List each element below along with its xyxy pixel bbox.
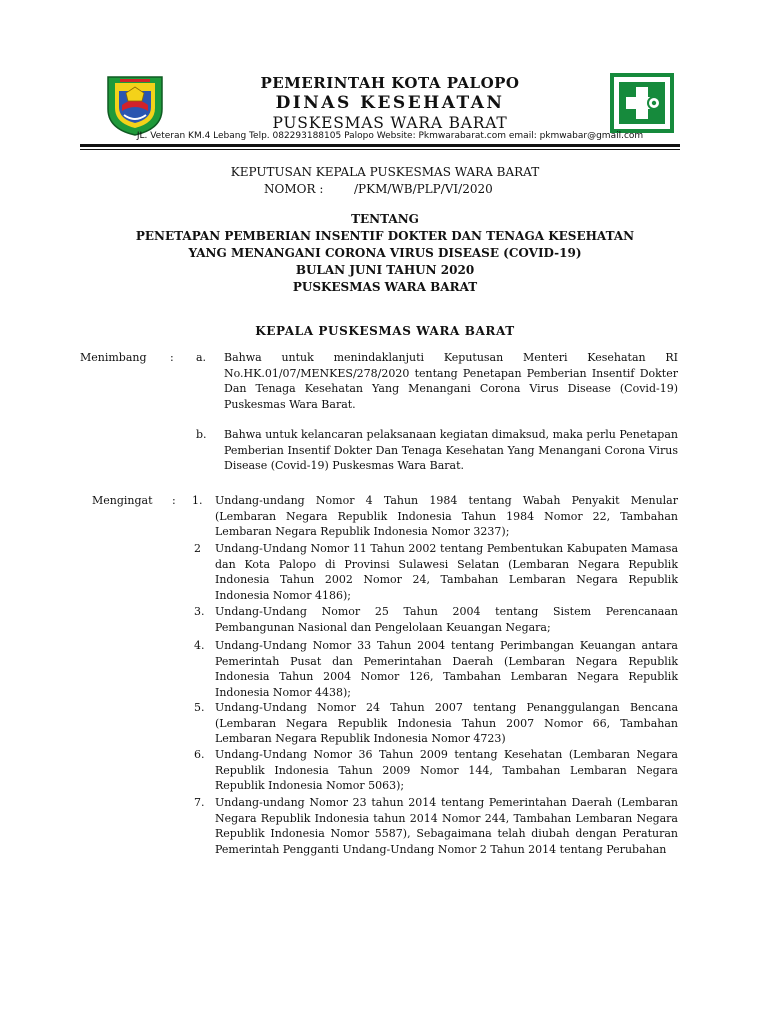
subject-line: YANG MENANGANI CORONA VIRUS DISEASE (COVID-19): [188, 246, 582, 260]
mengingat-item: Undang-Undang Nomor 25 Tahun 2004 tentang Sistem Perencanaan Pembangunan Nasional dan Pengelolaan Keuangan Negara;: [215, 605, 678, 634]
subject-line: PENETAPAN PEMBERIAN INSENTIF DOKTER DAN TENAGA KESEHATAN: [135, 229, 635, 243]
mengingat-item: Undang-Undang Nomor 24 Tahun 2007 tentang Penanggulangan Bencana (Lembaran Negara Republik Indonesia Tahun 2007 Nomor 66, Tambahan Lembaran Negara Republik Indonesia Nomor 4723): [215, 701, 678, 745]
puskesmas-cross-logo-icon: [610, 73, 674, 133]
agency-heading: DINAS KESEHATAN: [275, 93, 505, 113]
menimbang-item: Bahwa untuk menindaklanjuti Keputusan Menteri Kesehatan RI No.HK.01/07/MENKES/278/2020 tentang Penetapan Pemberian Insentif Dokter Dan Tenaga Kesehatan Yang Menangani Corona Virus Disease (Covid-19) Puskesmas Wara Barat.: [224, 351, 678, 411]
official-heading: KEPALA PUSKESMAS WARA BARAT: [255, 324, 515, 338]
letterhead-rule-thick: [80, 144, 680, 147]
menimbang-label: Menimbang: [80, 351, 147, 364]
government-heading: PEMERINTAH KOTA PALOPO: [260, 74, 520, 92]
tentang-heading: TENTANG: [351, 212, 419, 226]
list-item-mark: b.: [196, 428, 207, 441]
mengingat-item: Undang-undang Nomor 23 tahun 2014 tentang Pemerintahan Daerah (Lembaran Negara Republik Indonesia tahun 2014 Nomor 244, Tambahan Lembaran Negara Republik Indonesia Nomor 5587), Sebagaimana telah diubah dengan Peraturan Pemerintah Pengganti Undang-Undang Nomor 2 Tahun 2014 tentang Perubahan: [215, 796, 678, 856]
address-line: JL. Veteran KM.4 Lebang Telp. 082293188105 Palopo Website: Pkmwarabarat.com email: pkmwabar@gmail.com: [136, 131, 644, 141]
list-item-mark: 7.: [194, 796, 205, 809]
list-item-mark: 3.: [194, 605, 205, 618]
mengingat-label: Mengingat: [92, 494, 153, 507]
mengingat-item: Undang-undang Nomor 4 Tahun 1984 tentang Wabah Penyakit Menular (Lembaran Negara Republik Indonesia Tahun 1984 Nomor 22, Tambahan Lembaran Negara Republik Indonesia Nomor 3237);: [215, 494, 678, 538]
decree-title: KEPUTUSAN KEPALA PUSKESMAS WARA BARAT: [230, 165, 540, 179]
list-item-mark: 4.: [194, 639, 205, 652]
decree-number-value: /PKM/WB/PLP/VI/2020: [354, 182, 493, 196]
decree-number-label: NOMOR :: [264, 182, 324, 196]
list-item-mark: 1.: [192, 494, 203, 507]
mengingat-item: Undang-Undang Nomor 11 Tahun 2002 tentang Pembentukan Kabupaten Mamasa dan Kota Palopo di Provinsi Sulawesi Selatan (Lembaran Negara Republik Indonesia Tahun 2002 Nomor 24, Tambahan Lembaran Negara Republik Indonesia Nomor 4186);: [215, 542, 678, 602]
mengingat-item: Undang-Undang Nomor 36 Tahun 2009 tentang Kesehatan (Lembaran Negara Republik Indonesia Tahun 2009 Nomor 144, Tambahan Lembaran Negara Republik Indonesia Nomor 5063);: [215, 748, 678, 792]
list-item-mark: 5.: [194, 701, 205, 714]
puskesmas-heading: PUSKESMAS WARA BARAT: [272, 114, 508, 132]
list-item-mark: 6.: [194, 748, 205, 761]
list-item-mark: 2: [194, 542, 201, 555]
menimbang-colon: :: [170, 351, 174, 364]
letterhead-rule-thin: [80, 149, 680, 150]
palopo-city-emblem-icon: [102, 71, 168, 137]
menimbang-item: Bahwa untuk kelancaran pelaksanaan kegiatan dimaksud, maka perlu Penetapan Pemberian Insentif Dokter Dan Tenaga Kesehatan Yang Menangani Corona Virus Disease (Covid-19) Puskesmas Wara Barat.: [224, 428, 678, 472]
mengingat-colon: :: [172, 494, 176, 507]
subject-line: PUSKESMAS WARA BARAT: [292, 280, 478, 294]
mengingat-item: Undang-Undang Nomor 33 Tahun 2004 tentang Perimbangan Keuangan antara Pemerintah Pusat dan Pemerintahan Daerah (Lembaran Negara Republik Indonesia Tahun 2004 Nomor 126, Tambahan Lembaran Negara Republik Indonesia Nomor 4438);: [215, 639, 678, 699]
decree-number: [264, 182, 493, 196]
subject-line: BULAN JUNI TAHUN 2020: [295, 263, 475, 277]
list-item-mark: a.: [196, 351, 207, 364]
